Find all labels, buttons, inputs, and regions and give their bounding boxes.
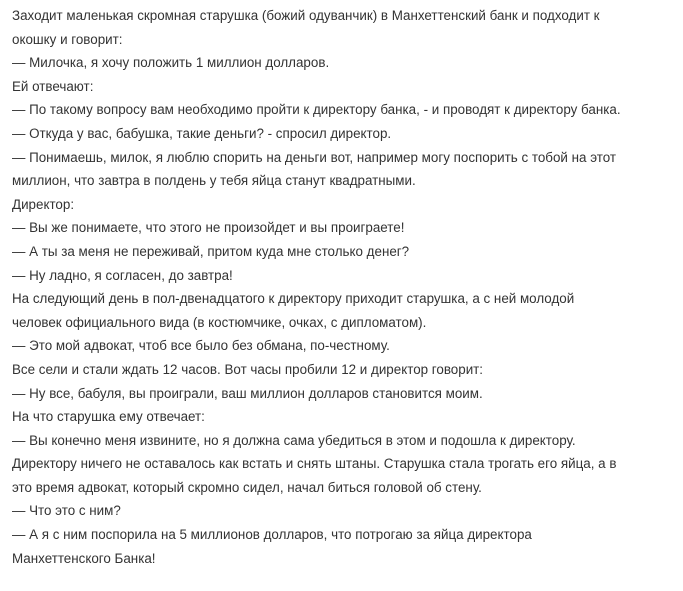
story-line: Директору ничего не оставалось как встать и снять штаны. Старушка стала трогать его яйца, а в [12,456,617,472]
story-line: — Откуда у вас, бабушка, такие деньги? - спросил директор. [12,125,392,141]
story-line: Все сели и стали ждать 12 часов. Вот часы пробили 12 и директор говорит: [12,361,484,377]
story-line: окошку и говорит: [12,31,123,47]
story-line: — Вы же понимаете, что этого не произойдет и вы проиграете! [12,220,405,236]
story-line: — А я с ним поспорила на 5 миллионов долларов, что потрогаю за яйца директора [12,527,532,543]
story-line: На что старушка ему отвечает: [12,409,205,425]
story-line: — Что это с ним? [12,503,121,519]
story-line: — Милочка, я хочу положить 1 миллион долларов. [12,55,330,71]
story-line: — Это мой адвокат, чтоб все было без обмана, по-честному. [12,338,390,354]
story-line: Заходит маленькая скромная старушка (божий одуванчик) в Манхеттенский банк и подходит к [12,8,600,23]
story-line: — А ты за меня не переживай, притом куда мне столько денег? [12,243,410,259]
story-line: это время адвокат, который скромно сидел, начал биться головой об стену. [12,479,482,495]
story-line: Манхеттенского Банка! [12,550,156,566]
story-line: Директор: [12,196,75,212]
story-line: — Понимаешь, милок, я люблю спорить на деньги вот, например могу поспорить с тобой на этот [12,149,616,165]
story-line: миллион, что завтра в полдень у тебя яйца станут квадратными. [12,173,416,189]
story-line: — Ну все, бабуля, вы проиграли, ваш миллион долларов становится моим. [12,385,483,401]
story-line: — Вы конечно меня извините, но я должна сама убедиться в этом и подошла к директору. [12,432,576,448]
story-line: человек официального вида (в костюмчике, очках, с дипломатом). [12,314,427,330]
story-line: Ей отвечают: [12,78,94,94]
story-line: На следующий день в пол-двенадцатого к директору приходит старушка, а с ней молодой [12,291,575,307]
story-text [12,4,675,570]
story-line: — Ну ладно, я согласен, до завтра! [12,267,233,283]
story-line: — По такому вопросу вам необходимо пройти к директору банка, - и проводят к директору банка. [12,102,621,118]
